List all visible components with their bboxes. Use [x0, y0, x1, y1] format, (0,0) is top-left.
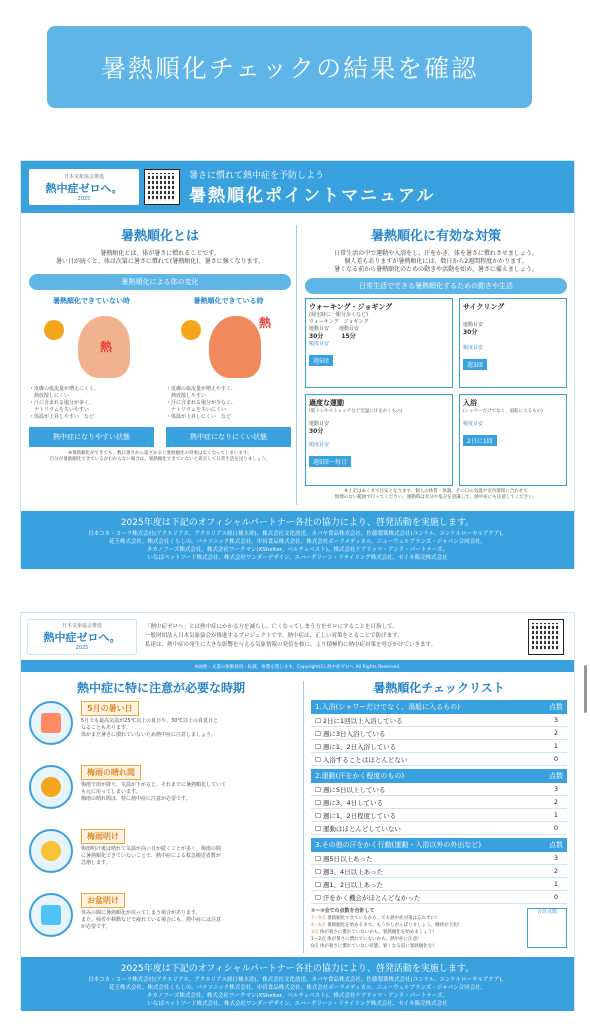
flyer1-header	[21, 161, 574, 213]
car-icon	[29, 893, 73, 937]
frequency-badge: 週5回	[309, 355, 333, 366]
checklist-row[interactable]: ☐ 汗をかく機会がほとんどなかった 0	[311, 891, 567, 904]
frequency-badge: 2日に1回	[463, 435, 497, 446]
total-score-box[interactable]: 合計点数	[527, 908, 567, 948]
brand-logo: 日本気象協会推進 熱中症ゼロへ。 2025	[27, 619, 137, 655]
acclimatization-explainer: 暑熱順化とは 暑熱順化とは、体が暑さに慣れることです。 暑い日が続くと、体は次第に暑さに慣れて(暑熱順化)、暑さに強くなります。 暑熱順化による体の変化 暑熱順化できていない時 熱 ・皮膚の血流量が増えにくく、 熱放散しにくい ・汗に含まれる塩分が多く、 ナトリウムを失いやすい ・体温が上昇しやすい など 熱中症になりやすい状態 暑熱順化できている時 熱 ・皮膚の血流量が増えやすく、 熱放散しやすい ・汗に含まれる塩分が少なく、 ナトリウムを失いにくい ・体温が上昇しにくい など 熱中症になりにくい状態 ※暑熱順化ができても、数日暑さから遠ざかると暑熱順化の効果はなくなってしまいます。 自分が暑熱順化できているかわからない場合は、暑熱順化できていないと仮定して日常生活を送りましょう。	[29, 225, 291, 463]
checklist-row[interactable]: ☐ 週に3、4日している 2	[311, 796, 567, 809]
partners-banner: 2025年度は下記のオフィシャルパートナー各社の協力により、啓発活動を実施します。 日本コカ・コーラ株式会社(アクエリアス、アクエリアス経口補水液)、株式会社文化放送、カバヤ食品株式会社、佐藤製薬株式会社(ユンケル、ユンケルローヤルアクア)、 花王株式会社、株式会社くらしの、パナソニック株式会社、中田食品株式会社、株式会社ボーラメディカル、ニューウェルブランズ・ジャパン合同会社、 タカノフーズ株式会社、株式会社ワークマン(XShelter、ベルチェベスト)、株式会社ケアリッツ・アンド・パートナーズ、 いなばペットフード株式会社、株式会社ワンダーデザイン、エバーグリーン・リテイリング株式会社、セイキ販売株式会社	[21, 511, 574, 569]
project-description: 「熱中症ゼロへ」とは熱中症にかかる方を減らし、亡くなってしまう方をゼロにすることを目指して、 一般財団法人日本気象協会が推進するプロジェクトです。熱中症は、正しい対策をとることで防げます。 私達は、熱中症の発生に大きな影響を与える気象情報の発信を核に、より積極的に熱中症対策を呼びかけていきます。	[145, 624, 437, 648]
season-item: 5月の暑い日 5月でも最高気温が25℃以上の夏日や、30℃以上の真夏日と なることもあります。 体がまだ暑さに慣れていないため熱中症に注意しましょう。	[29, 701, 297, 761]
frequency-badge: 週3回	[463, 359, 487, 370]
scrollbar[interactable]	[584, 665, 587, 713]
checklist-row[interactable]: ☐ 週に1、2日入浴している 1	[311, 740, 567, 753]
checklist-row[interactable]: ☐ 運動はほとんどしていない 0	[311, 822, 567, 835]
frequency-badge: 週5回〜毎日	[309, 456, 351, 467]
checklist-row[interactable]: ☐ 入浴することはほとんどない 0	[311, 753, 567, 766]
rain-sun-icon	[29, 765, 73, 809]
qr-code-icon	[145, 170, 179, 204]
header-subtitle: 暑さに慣れて熱中症を予防しよう	[189, 171, 325, 181]
flyer2-header	[21, 613, 574, 663]
effective-measures: 暑熱順化に有効な対策 日常生活の中で運動や入浴をし、汗をかき、体を暑さに慣れさせましょう。 個人差もありますが暑熱順化には、数日から2週間程度かかります。 暑くなる前から暑熱順化のための動きや活動を始め、暑さに備えましょう。 日常生活でできる暑熱順化するための動きや生活 ウォーキング・ジョギング (帰宅時に一駅分歩くなど) ウォーキング ジョギング 運動目安 運動目安 30分 15分 頻度目安 週5回 サイクリング 運動目安 30分 頻度目安 週3回 適度な運動 (筋トレやストレッチなど室温に汗をかくもの) 運動目安 30分 頻度目安 週5回〜毎日 入浴 (シャワーだけでなく、湯船に入るもの) 頻度目安 2日に1回 ※上記はあくまで目安となります。個人の体質・体調、その日の気温や室内環境に合わせて 無理のない範囲で行ってください。運動時は水分や塩分を意識して、熱中症にも注意してください。	[305, 225, 567, 501]
body-change-pill: 暑熱順化による体の変化	[29, 274, 291, 290]
qr-code-icon	[529, 620, 563, 654]
season-item: 梅雨明け 梅雨明け後は晴れて気温が高い日が続くことが多く、梅雨の間 に暑熱順化できていないことで、熱中症による救急搬送者数が 急増します。	[29, 829, 297, 889]
head-illustration	[44, 310, 139, 382]
checklist-row[interactable]: ☐ 週に5日以上している 3	[311, 783, 567, 796]
checklist-row[interactable]: ☐ 2日に1回以上入浴している 3	[311, 714, 567, 727]
checklist-row[interactable]: ☐ 週1、2日以上あった 1	[311, 878, 567, 891]
exercise-card: 適度な運動 (筋トレやストレッチなど室温に汗をかくもの) 運動目安 30分 頻度目安 週5回〜毎日	[305, 394, 453, 486]
heat-icon: 熱	[259, 316, 272, 330]
season-item: お盆明け 休みの間に暑熱順化が戻ってしまう場合があります。 また、帰省や移動などで疲れている場合にも、熱中症には注意 が必要です。	[29, 893, 297, 953]
calendar-icon	[29, 701, 73, 745]
header-title: 暑熱順化ポイントマニュアル	[189, 186, 436, 206]
walking-card: ウォーキング・ジョギング (帰宅時に一駅分歩くなど) ウォーキング ジョギング 運動目安 運動目安 30分 15分 頻度目安 週5回	[305, 298, 453, 388]
checklist-section: 2.運動(汗をかく程度のもの) 点数	[311, 769, 567, 783]
acclimatization-checklist	[311, 679, 567, 950]
not-acclimated-panel: 暑熱順化できていない時 熱 ・皮膚の血流量が増えにくく、 熱放散しにくい ・汗に含まれる塩分が多く、 ナトリウムを失いやすい ・体温が上昇しやすい など 熱中症になりやすい状態	[29, 296, 154, 447]
section-title: 暑熱順化とは	[120, 229, 199, 244]
bathing-card: 入浴 (シャワーだけでなく、湯船に入るもの) 頻度目安 2日に1回	[459, 394, 567, 486]
daily-life-pill: 日常生活でできる暑熱順化するための動きや生活	[305, 278, 567, 294]
status-badge: 熱中症になりにくい状態	[166, 427, 291, 447]
checklist-row[interactable]: ☐ 週に1、2日程度している 1	[311, 809, 567, 822]
checklist-row[interactable]: ☐ 週に3日入浴している 2	[311, 727, 567, 740]
activity-cards	[305, 298, 567, 486]
brand-logo: 日本気象協会推進 熱中症ゼロへ。 2025	[29, 169, 139, 205]
checklist-row[interactable]: ☐ 週3、4日以上あった 2	[311, 865, 567, 878]
head-illustration	[181, 310, 276, 382]
section-title: 暑熱順化チェックリスト	[373, 681, 505, 695]
checklist-flyer	[20, 612, 575, 1010]
copyright: ※画像・文書の無断使用・転載、複製を禁じます。Copyright(C) 熱中症ゼロへ All Rights Reserved.	[21, 663, 574, 672]
cycling-card: サイクリング 運動目安 30分 頻度目安 週3回	[459, 298, 567, 388]
season-item: 梅雨の晴れ間 梅雨で雨が降り、気温が下がると、それまでに暑熱順化していて も元に戻ってしまいます。 梅雨の晴れ間は、特に熱中症に注意が必要です。	[29, 765, 297, 825]
checklist-row[interactable]: ☐ 週5日以上あった 3	[311, 852, 567, 865]
score-legend: ①〜③全ての点数を合計して 7〜9点 暑熱順化できているかも。でも熱中症対策は忘れずに! 4〜6点 暑熱順化を始めるまで、もう少しがんばりましょう。継続が大切! 3点 体が暑さに慣れていないかも。暑熱順化を始めましょう! 1〜2点 体が暑さに慣れていないかも。熱中症に注意! 0点 体が暑さに慣れていない状態。暑くなる前に暑熱順化を! 合計点数	[311, 908, 567, 950]
acclimated-panel: 暑熱順化できている時 熱 ・皮膚の血流量が増えやすく、 熱放散しやすい ・汗に含まれる塩分が少なく、 ナトリウムを失いにくい ・体温が上昇しにくい など 熱中症になりにくい状態	[166, 296, 291, 447]
checklist-section: 3.その他の汗をかく行動(運動・入浴以外の外出など) 点数	[311, 838, 567, 852]
caution-periods	[21, 679, 301, 957]
heat-icon: 熱	[100, 340, 113, 354]
sun-icon	[44, 320, 64, 340]
partners-banner: 2025年度は下記のオフィシャルパートナー各社の協力により、啓発活動を実施します。 日本コカ・コーラ株式会社(アクエリアス、アクエリアス経口補水液)、株式会社文化放送、カバヤ食品株式会社、佐藤製薬株式会社(ユンケル、ユンケルローヤルアクア)、 花王株式会社、株式会社くらしの、パナソニック株式会社、中田食品株式会社、株式会社ボーラメディカル、ニューウェルブランズ・ジャパン合同会社、 タカノフーズ株式会社、株式会社ワークマン(XShelter、ベルチェベスト)、株式会社ケアリッツ・アンド・パートナーズ、 いなばペットフード株式会社、株式会社ワンダーデザイン、エバーグリーン・リテイリング株式会社、セイキ販売株式会社	[21, 957, 574, 1011]
section-title: 熱中症に特に注意が必要な時期	[76, 681, 245, 695]
acclimatization-manual-flyer	[20, 160, 575, 568]
status-badge: 熱中症になりやすい状態	[29, 427, 154, 447]
check-result-button[interactable]: 暑熱順化チェックの結果を確認	[47, 26, 532, 108]
checklist-section: 1.入浴(シャワーだけでなく、湯船に入るもの) 点数	[311, 700, 567, 714]
sun-icon	[29, 829, 73, 873]
sun-icon	[181, 320, 201, 340]
section-title: 暑熱順化に有効な対策	[370, 229, 501, 244]
